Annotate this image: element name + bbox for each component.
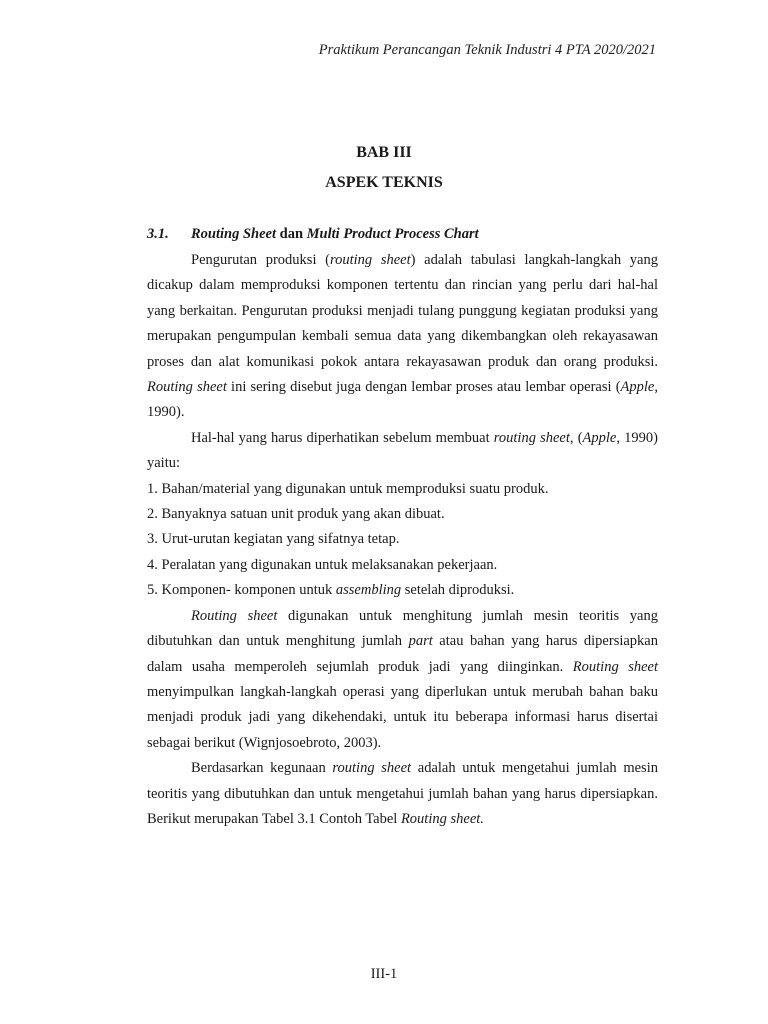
chapter-heading xyxy=(0,138,768,198)
italic-term: routing sheet xyxy=(330,252,411,268)
list-item: 2. Banyaknya satuan unit produk yang akan dibuat. xyxy=(147,506,445,523)
text-run: , 1990) yaitu: xyxy=(147,429,658,472)
text-run: menyimpulkan langkah-langkah operasi yang diperlukan untuk merubah bahan baku menjadi produk jadi yang dikehendaki, untuk itu beberapa informasi harus disertai sebagai berikut (Wignjosoebroto, 2003). xyxy=(147,683,658,751)
text-run: Hal-hal yang harus diperhatikan sebelum membuat xyxy=(191,429,494,446)
paragraph-1 xyxy=(147,248,658,426)
text-run: ) adalah tabulasi langkah-langkah yang dicakup dalam memproduksi komponen tertentu dan rincian yang perlu dari hal-hal yang berkaitan. Pengurutan produksi menjadi tulang punggung kegiatan produksi yang merupakan pengumpulan kembali semua data yang dikembangkan oleh rekayasawan proses dan alat komunikasi pokok antara rekayasawan produk dan orang produksi. xyxy=(147,252,658,370)
paragraph-3 xyxy=(147,604,658,756)
text-run: atau bahan yang harus dipersiapkan dalam usaha memperoleh sejumlah produk jadi yang diinginkan. xyxy=(147,633,658,675)
text-run: setelah diproduksi. xyxy=(401,582,515,599)
running-header: Praktikum Perancangan Teknik Industri 4 PTA 2020/2021 xyxy=(318,42,656,58)
italic-term: Routing sheet xyxy=(147,379,227,396)
italic-term: Routing sheet xyxy=(572,658,658,675)
list-item: 4. Peralatan yang digunakan untuk melaksanakan pekerjaan. xyxy=(147,556,498,573)
italic-term: routing sheet xyxy=(493,429,570,446)
paragraph-4 xyxy=(147,756,658,832)
text-run: , 1990). xyxy=(147,379,658,421)
chapter-title: ASPEK TEKNIS xyxy=(325,174,443,191)
body-text xyxy=(147,248,658,832)
list-item: 3. Urut-urutan kegiatan yang sifatnya tetap. xyxy=(147,531,400,548)
text-run: ini sering disebut juga dengan lembar proses atau lembar operasi ( xyxy=(226,379,621,396)
list-item: 1. Bahan/material yang digunakan untuk memproduksi suatu produk. xyxy=(147,480,549,497)
list-item xyxy=(147,578,658,603)
italic-term: routing sheet xyxy=(332,760,412,777)
text-run: adalah untuk mengetahui jumlah mesin teoritis yang dibutuhkan dan untuk mengetahui jumlah bahan yang harus dipersiapkan. Berikut merupakan Tabel 3.1 Contoh Tabel xyxy=(147,760,658,827)
section-title-part1: Routing Sheet xyxy=(191,226,277,242)
numbered-list xyxy=(147,477,658,604)
italic-term: assembling xyxy=(335,582,402,599)
italic-term: Routing sheet. xyxy=(400,810,484,827)
text-run: Berdasarkan kegunaan xyxy=(191,760,333,777)
section-title-part2: Multi Product Process Chart xyxy=(306,226,479,242)
italic-term: Apple xyxy=(582,429,617,446)
text-run: Pengurutan produksi ( xyxy=(191,252,330,268)
italic-term: Routing sheet xyxy=(191,607,278,624)
text-run: 5. Komponen- komponen untuk xyxy=(147,582,336,599)
section-title-conj: dan xyxy=(279,226,304,242)
page-number: III-1 xyxy=(370,966,398,982)
italic-term: Apple xyxy=(620,379,655,396)
text-run: digunakan untuk menghitung jumlah mesin teoritis yang dibutuhkan dan untuk menghitung jumlah xyxy=(147,607,658,650)
paragraph-2 xyxy=(147,426,658,477)
text-run: , ( xyxy=(569,429,583,446)
chapter-number: BAB III xyxy=(356,144,412,161)
section-heading xyxy=(147,226,479,243)
section-number: 3.1. xyxy=(147,226,169,242)
italic-term: part xyxy=(408,633,433,650)
